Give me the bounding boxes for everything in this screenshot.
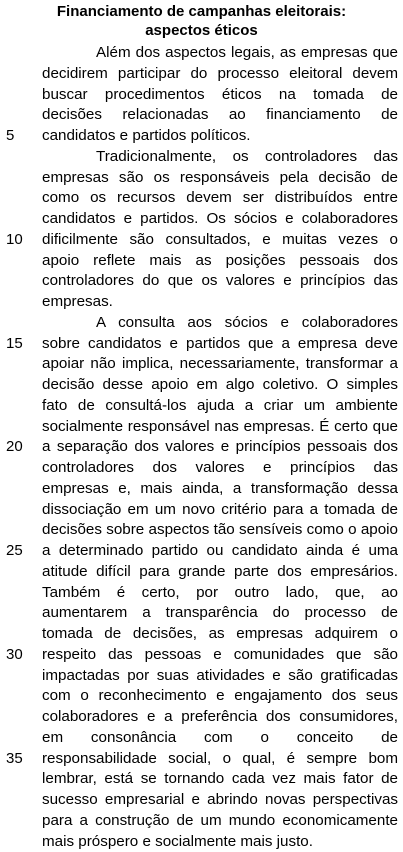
line-text: apoiar não implica, necessariamente, transformar a <box>42 355 398 373</box>
document-title-line-1: Financiamento de campanhas eleitorais: <box>56 3 347 20</box>
line-text: empresas e, mais ainda, a transformação dessa <box>42 479 398 497</box>
line-text: Além dos aspectos legais, as empresas que <box>96 44 398 61</box>
line-text: como os recursos devem ser distribuídos entre <box>42 189 398 207</box>
line-number: 10 <box>6 230 23 248</box>
line-text: em consonância com o conceito de <box>42 728 398 746</box>
text-line <box>0 395 403 416</box>
line-text: para a construção de um mundo economicamente <box>42 811 398 829</box>
line-text: aumentarem a transparência do processo de <box>42 604 398 622</box>
line-number: 5 <box>6 127 15 144</box>
line-text: tomada de decisões, as empresas adquirem o <box>42 625 398 642</box>
line-text: socialmente responsável nas empresas. É certo que <box>42 417 398 435</box>
line-text: lembrar, está se tornando cada vez mais fator de <box>42 770 398 788</box>
text-line <box>0 623 403 644</box>
text-line <box>0 250 403 271</box>
text-line <box>0 768 403 789</box>
line-text: controladores do que os valores e princípios das <box>42 272 398 290</box>
line-text: dissociação em um novo critério para a tomada de <box>42 500 398 518</box>
line-text: candidatos e partidos. Os sócios e colaboradores <box>42 210 398 227</box>
line-number: 30 <box>6 645 23 663</box>
line-text: decisão desse apoio em algo coletivo. O simples <box>42 376 398 393</box>
text-line <box>0 789 403 810</box>
line-number: 35 <box>6 749 23 767</box>
document-title-line-2: aspectos éticos <box>145 22 258 39</box>
line-text: colaboradores e a preferência dos consumidores, <box>42 708 398 725</box>
line-text: dificilmente são consultados, e muitas vezes o <box>42 230 398 248</box>
text-line <box>0 208 403 229</box>
text-line <box>0 167 403 188</box>
text-line <box>0 582 403 603</box>
line-text: empresas são os responsáveis pela decisão de <box>42 168 398 186</box>
text-line <box>0 478 403 499</box>
text-line <box>0 42 403 63</box>
line-text: decisões sobre aspectos tão sensíveis como o apoio <box>42 521 398 539</box>
line-text: sobre candidatos e partidos que a empresa deve <box>42 334 398 352</box>
text-line <box>0 436 403 457</box>
text-line <box>0 727 403 748</box>
line-text: a separação dos valores e princípios pessoais dos <box>42 438 398 456</box>
text-line <box>0 291 403 312</box>
text-line <box>0 146 403 167</box>
text-line <box>0 810 403 831</box>
text-line <box>0 457 403 478</box>
text-line <box>0 519 403 540</box>
text-line <box>0 374 403 395</box>
line-text: apoio reflete mais as posições pessoais dos <box>42 251 398 269</box>
line-text: candidatos e partidos políticos. <box>42 127 251 144</box>
text-line <box>0 416 403 437</box>
line-number: 25 <box>6 542 23 559</box>
line-text: a determinado partido ou candidato ainda é uma <box>42 542 398 559</box>
line-text: buscar procedimentos éticos na tomada de <box>42 85 398 103</box>
line-text: impactadas por suas atividades e são gratificadas <box>42 666 398 684</box>
text-line <box>0 270 403 291</box>
text-line <box>0 84 403 105</box>
text-line <box>0 229 403 250</box>
line-text: empresas. <box>42 293 113 310</box>
text-line <box>0 353 403 374</box>
text-line <box>0 499 403 520</box>
line-text: controladores dos valores e princípios das <box>42 459 398 476</box>
line-text: mais próspero e socialmente mais justo. <box>42 832 313 850</box>
text-line <box>0 706 403 727</box>
line-text: com o reconhecimento e engajamento dos seus <box>42 687 398 705</box>
text-line <box>0 63 403 84</box>
text-line <box>0 333 403 354</box>
line-text: atitude difícil para grande parte dos empresários. <box>42 562 398 580</box>
line-text: decisões relacionadas ao financiamento de <box>42 106 398 124</box>
text-line <box>0 685 403 706</box>
text-line <box>0 104 403 125</box>
line-text: A consulta aos sócios e colaboradores <box>96 313 398 331</box>
line-number: 20 <box>6 438 23 456</box>
text-line <box>0 561 403 582</box>
text-line <box>0 644 403 665</box>
line-text: sucesso empresarial e abrindo novas perspectivas <box>42 791 398 808</box>
text-line <box>0 540 403 561</box>
text-line <box>0 748 403 769</box>
line-text: decidirem participar do processo eleitoral devem <box>42 64 398 82</box>
line-text: fato de consultá-los ajuda a criar um ambiente <box>42 396 398 414</box>
line-number: 15 <box>6 334 23 352</box>
text-line <box>0 312 403 333</box>
line-text: Tradicionalmente, os controladores das <box>96 147 398 165</box>
text-line <box>0 602 403 623</box>
text-line <box>0 831 403 852</box>
line-text: Também é certo, por outro lado, que, ao <box>42 583 398 601</box>
text-line <box>0 665 403 686</box>
line-text: respeito das pessoas e comunidades que são <box>42 645 398 663</box>
text-line <box>0 187 403 208</box>
line-text: responsabilidade social, o qual, é sempre bom <box>42 749 398 767</box>
text-line <box>0 125 403 146</box>
